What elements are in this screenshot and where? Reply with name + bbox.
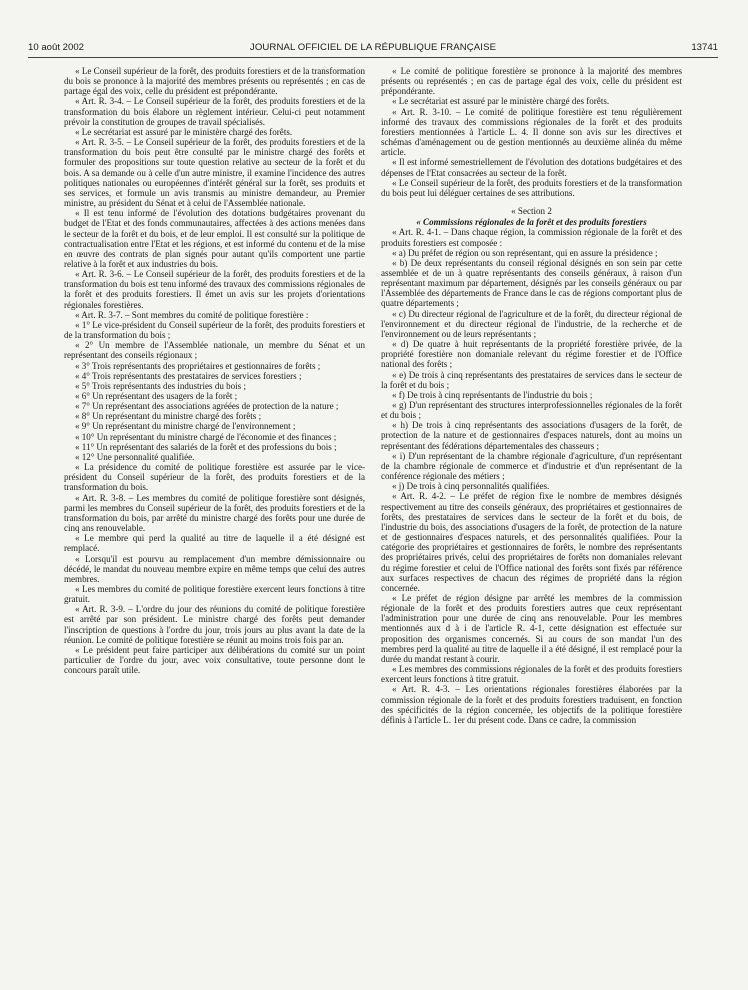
- header-rule: [28, 57, 718, 58]
- paragraph: « i) D'un représentant de la chambre régionale d'agriculture, d'un représentant de la chambre régionale de commerce et d'industrie et d'un représentant de la conférence régionale des métiers ;: [381, 450, 682, 482]
- paragraph: « 6° Un représentant des usagers de la forêt ;: [75, 391, 238, 401]
- paragraph: « Le comité de politique forestière se prononce à la majorité des membres présents ou représentés ; en cas de partage égal des voix, celle du président est prépondérante.: [381, 66, 682, 97]
- paragraph: « Le secrétariat est assuré par le ministère chargé des forêts.: [75, 126, 293, 137]
- journal-title: JOURNAL OFFICIEL DE LA RÉPUBLIQUE FRANÇAISE: [249, 42, 497, 53]
- paragraph: « Il est informé semestriellement de l'évolution des dotations budgétaires et des dépenses de l'Etat consacrées au secteur de la forêt.: [381, 157, 682, 178]
- paragraph: « 9° Un représentant du ministre chargé de l'environnement ;: [75, 421, 296, 432]
- paragraph: « 12° Une personnalité qualifiée.: [75, 451, 195, 462]
- paragraph: « b) De deux représentants du conseil régional désignés en son sein par cette assemblée et de un à quatre représentants des conseils généraux, à raison d'un représentant maximum par département, désignés par les conseils généraux ou par l'Assemblée des départements de France dans le cas de régions comportant plus de quatre départements ;: [381, 257, 682, 309]
- paragraph: « 11° Un représentant des salariés de la forêt et des professions du bois ;: [75, 441, 337, 452]
- paragraph: « Le président peut faire participer aux délibérations du comité sur un point particulier de l'ordre du jour, avec voix consultative, toute personne dont le concours paraît utile.: [64, 644, 365, 676]
- paragraph: « Lorsqu'il est pourvu au remplacement d'un membre démissionnaire ou décédé, le mandat du nouveau membre expire en même temps que celui des autres membres.: [64, 553, 365, 584]
- left-column: [64, 66, 365, 976]
- paragraph: « Le membre qui perd la qualité au titre de laquelle il a été désigné est remplacé.: [64, 533, 365, 554]
- right-column-top: [381, 66, 682, 198]
- paragraph: « Le Conseil supérieur de la forêt, des produits forestiers et de la transformation du bois se prononce à la majorité des membres présents ou représentés ; en cas de partage égal des voix, celle du président est prépondérante.: [64, 66, 365, 97]
- paragraph: « Art. R. 3-5. – Le Conseil supérieur de la forêt, des produits forestiers et de la transformation du bois peut être consulté par le ministre chargé des forêts et formuler des propositions sur toute question relative au secteur de la forêt et du bois. A sa demande ou à celle d'un autre ministre, il examine l'incidence des autres politiques nationales ou européennes d'intérêt général sur la forêt, ses produits et ses services, et formule un avis transmis au ministre demandeur, au Premier ministre, au président du Sénat et à celui de l'Assemblée nationale.: [64, 137, 365, 209]
- paragraph: « Art. R. 3-9. – L'ordre du jour des réunions du comité de politique forestière est arrêté par son président. Le ministre chargé des forêts peut demander l'inscription de questions à l'ordre du jour, trois jours au plus avant la date de la réunion. Le comité de politique forestière se réunit au moins trois fois par an.: [64, 604, 365, 645]
- paragraph: « 7° Un représentant des associations agréées de protection de la nature ;: [75, 401, 339, 412]
- paragraph: « 4° Trois représentants des prestataires de services forestiers ;: [75, 370, 302, 381]
- page-header: [28, 42, 718, 58]
- section-title: « Section 2: [511, 206, 552, 217]
- paragraph: « 5° Trois représentants des industries du bois ;: [75, 380, 246, 391]
- paragraph: « g) D'un représentant des structures interprofessionnelles régionales de la forêt et du bois ;: [381, 400, 682, 421]
- paragraph: « a) Du préfet de région ou son représentant, qui en assure la présidence ;: [392, 247, 658, 258]
- paragraph: « Art. R. 3-7. – Sont membres du comité de politique forestière :: [75, 309, 309, 320]
- paragraph: « 10° Un représentant du ministre chargé de l'économie et des finances ;: [75, 431, 337, 442]
- paragraph: « Art. R. 3-8. – Les membres du comité de politique forestière sont désignés, parmi les membres du Conseil supérieur de la forêt, des produits forestiers et de la transformation du bois, par arrêté du ministre chargé des forêts pour une durée de cinq ans renouvelable.: [64, 492, 365, 534]
- paragraph: « Les membres des commissions régionales de la forêt et des produits forestiers exercent leurs fonctions à titre gratuit.: [381, 664, 682, 685]
- paragraph: « Art. R. 4-1. – Dans chaque région, la commission régionale de la forêt et des produits forestiers est composée :: [381, 227, 682, 248]
- page-number: 13741: [691, 42, 718, 53]
- paragraph: « 3° Trois représentants des propriétaires et gestionnaires de forêts ;: [75, 360, 321, 371]
- paragraph: « Le secrétariat est assuré par le ministère chargé des forêts.: [392, 96, 610, 107]
- paragraph: « 2° Un membre de l'Assemblée nationale, un membre du Sénat et un représentant des conseils régionaux ;: [64, 340, 365, 361]
- paragraph: « f) De trois à cinq représentants de l'industrie du bois ;: [392, 389, 593, 400]
- right-column-bottom: [381, 227, 682, 725]
- paragraph: « La présidence du comité de politique forestière est assurée par le vice-président du Conseil supérieur de la forêt, des produits forestiers et de la transformation du bois.: [64, 462, 365, 493]
- paragraph: « Le préfet de région désigne par arrêté les membres de la commission régionale de la forêt et des produits forestiers autres que ceux représentant l'administration pour une durée de cinq ans renouvelable. Pour les membres mentionnés aux d à i de l'article R. 4-1, cette désignation est effectuée sur proposition des organismes concernés. Si au cours de son mandat l'un des membres perd la qualité au titre de laquelle il a été désigné, il est remplacé pour la durée du mandat restant à courir.: [381, 592, 682, 664]
- paragraph: « Art. R. 3-10. – Le comité de politique forestière est tenu régulièrement informé des travaux des commissions régionales de la forêt et des produits forestiers mentionnées à l'article L. 4. Il donne son avis sur les directives et schémas d'aménagement ou de gestion mentionnés au deuxième alinéa du même article.: [381, 106, 682, 158]
- paragraph: « c) Du directeur régional de l'agriculture et de la forêt, du directeur régional de l'environnement et du directeur régional de l'industrie, de la recherche et de l'environnement ou de leurs représentants ;: [381, 308, 682, 339]
- paragraph: « Il est tenu informé de l'évolution des dotations budgétaires provenant du budget de l'Etat et des fonds communautaires, affectées à des actions menées dans le secteur de la forêt et du bois, et de leur emploi. Il est consulté sur la politique de contractualisation entre l'Etat et les régions, et est informé du contenu et de la mise en œuvre des contrats de plan signés pour autant qu'ils comportent une partie relative à la forêt et aux industries du bois.: [64, 208, 365, 269]
- paragraph: « Le Conseil supérieur de la forêt, des produits forestiers et de la transformation du bois peut lui déléguer certaines de ses attributions.: [381, 177, 682, 198]
- paragraph: « Les membres du comité de politique forestière exercent leurs fonctions à titre gratuit.: [64, 583, 365, 605]
- paragraph: « Art. R. 3-6. – Le Conseil supérieur de la forêt, des produits forestiers et de la transformation du bois est tenu informé des travaux des commissions régionales de la forêt et des produits forestiers. Il émet un avis sur les projets d'orientations régionales forestières.: [64, 269, 365, 310]
- paragraph: « d) De quatre à huit représentants de la propriété forestière privée, de la propriété forestière non domaniale relevant du régime forestier et de l'Office national des forêts ;: [381, 339, 682, 370]
- paragraph: « Art. R. 3-4. – Le Conseil supérieur de la forêt, des produits forestiers et de la transformation du bois élabore un règlement intérieur. Celui-ci peut notamment prévoir la constitution de groupes de travail spécialisés.: [64, 96, 365, 127]
- section-heading: « Commissions régionales de la forêt et des produits forestiers: [416, 217, 647, 228]
- paragraph: « 1° Le vice-président du Conseil supérieur de la forêt, des produits forestiers et de la transformation du bois ;: [64, 319, 365, 341]
- paragraph: « Art. R. 4-2. – Le préfet de région fixe le nombre de membres désignés respectivement au titre des conseils généraux, des propriétaires et gestionnaires de forêts, des prestataires de services dans le secteur de la forêt et du bois, de l'industrie du bois, des associations d'usagers de la forêt, de protection de la nature et de gestionnaires d'espaces naturels, et des personnalités qualifiées. Pour la catégorie des propriétaires et gestionnaires de forêts, le nombre des représentants des propriétaires privés, celui des propriétaires de forêts non domaniales relevant du régime forestier et celui de l'Office national des forêts sont fixés par référence aux surfaces respectives de chacun des régimes de propriété dans la région concernée.: [381, 491, 682, 593]
- paragraph: « h) De trois à cinq représentants des associations d'usagers de la forêt, de protection de la nature et de gestionnaires d'espaces naturels, dont au moins un représentant des fédérations départementales des chasseurs ;: [381, 420, 682, 451]
- paragraph: « Art. R. 4-3. – Les orientations régionales forestières élaborées par la commission régionale de la forêt et des produits forestiers traduisent, en fonction des spécificités de la région concernée, les objectifs de la politique forestière définis à l'article L. 1er du présent code. Dans ce cadre, la commission: [381, 684, 682, 725]
- header-date: 10 août 2002: [28, 42, 85, 53]
- right-column: [381, 66, 682, 976]
- paragraph: « e) De trois à cinq représentants des prestataires de services dans le secteur de la forêt et du bois ;: [381, 369, 682, 390]
- paragraph: « j) De trois à cinq personnalités qualifiées.: [392, 481, 550, 492]
- paragraph: « 8° Un représentant du ministre chargé des forêts ;: [75, 411, 262, 422]
